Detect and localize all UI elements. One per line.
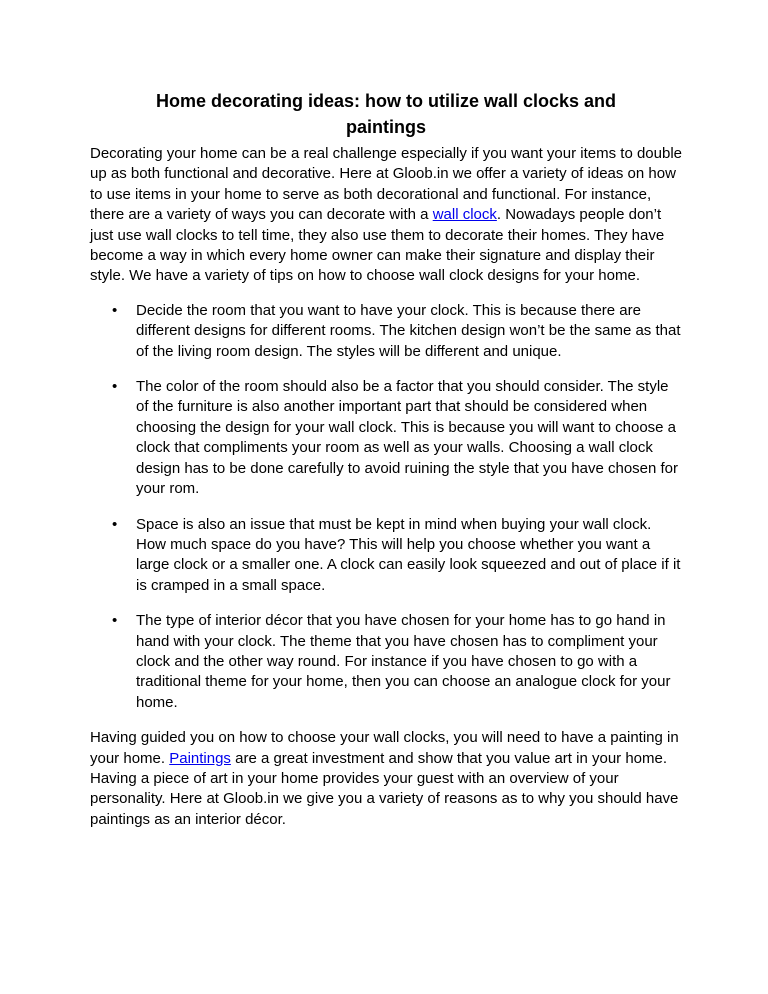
tip-text: The color of the room should also be a factor that you should consider. The style of the furniture is also another important part that should be considered when choosing the design for your wall clock. This is because you will want to choose a clock that compliments your room as well as your walls. Choosing a wall clock design has to be done carefully to avoid ruining the style that you have chosen for your rom.	[136, 378, 679, 498]
tip-text: Decide the room that you want to have your clock. This is because there are different designs for different rooms. The kitchen design won’t be the same as that of the living room design. The styles will be different and unique.	[136, 301, 681, 360]
bullet-icon: •	[112, 301, 118, 319]
intro-paragraph	[90, 144, 682, 287]
intro-text-before-link: Decorating your home can be a real challenge especially if you want your items to double up as both functional and decorative. Here at Gloob.in we offer a variety of ideas on how to use items in your home to serve as both decorational and functional. For instance, there are a variety of ways you can decorate with a	[90, 145, 683, 224]
list-item	[90, 611, 682, 713]
bullet-icon: •	[112, 378, 118, 396]
document-title: Home decorating ideas: how to utilize wall clocks and paintings	[155, 91, 617, 137]
tips-list	[90, 301, 682, 713]
closing-text-before-link: Having guided you on how to choose your wall clocks, you will need to have a painting in your home.	[90, 729, 679, 767]
bullet-icon: •	[112, 515, 118, 533]
intro-text-after-link: . Nowadays people don’t just use wall clocks to tell time, they also use them to decorate their homes. They have become a way in which every home owner can make their signature and display their style. We have a variety of tips on how to choose wall clock designs for your home.	[90, 206, 665, 285]
list-item	[90, 515, 682, 597]
list-item	[90, 301, 682, 362]
paintings-link[interactable]: Paintings	[169, 749, 231, 767]
closing-paragraph	[90, 728, 682, 830]
bullet-icon: •	[112, 612, 118, 630]
list-item	[90, 377, 682, 499]
tip-text: The type of interior décor that you have chosen for your home has to go hand in hand with your clock. The theme that you have chosen has to compliment your clock and the other way round. For instance if you have chosen to go with a traditional theme for your home, then you can choose an analogue clock for your home.	[136, 612, 671, 711]
closing-text-after-link: are a great investment and show that you value art in your home. Having a piece of art in your home provides your guest with an overview of your personality. Here at Gloob.in we give you a variety of reasons as to why you should have paintings as an interior décor.	[90, 749, 679, 828]
wall-clock-link[interactable]: wall clock	[432, 206, 497, 224]
tip-text: Space is also an issue that must be kept in mind when buying your wall clock. How much space do you have? This will help you choose whether you want a large clock or a smaller one. A clock can easily look squeezed and out of place if it is cramped in a small space.	[136, 515, 681, 594]
